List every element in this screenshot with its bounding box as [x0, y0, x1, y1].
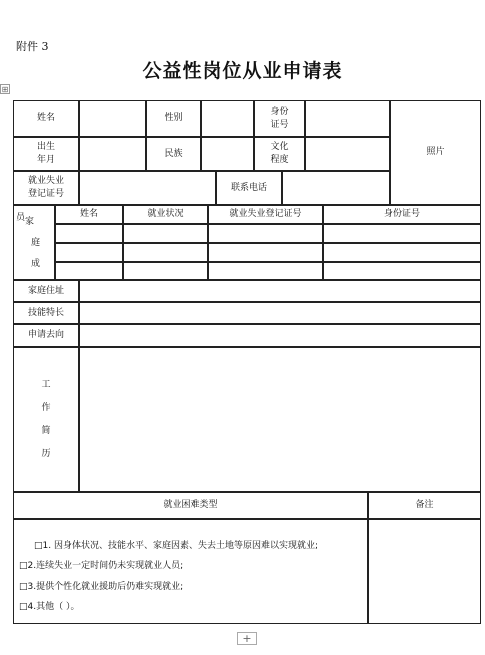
family-row-3-name[interactable] — [55, 262, 123, 280]
unemployment-reg-field[interactable] — [79, 171, 216, 205]
plus-icon[interactable]: + — [237, 632, 257, 645]
id-card-field[interactable] — [305, 100, 390, 137]
family-row-2-reg-number[interactable] — [208, 243, 323, 262]
family-header-name: 姓名 — [55, 205, 123, 224]
form-title: 公益性岗位从业申请表 — [142, 60, 343, 82]
ethnicity-label: 民族 — [146, 137, 201, 171]
address-label: 家庭住址 — [13, 280, 79, 302]
education-field[interactable] — [305, 137, 390, 171]
family-char-2: 庭 — [31, 238, 41, 248]
family-members-label — [13, 205, 55, 280]
work-char-1: 工 — [41, 379, 51, 390]
work-char-4: 历 — [41, 448, 51, 459]
family-char-4: 员 — [16, 213, 26, 223]
birth-label: 出生 年月 — [13, 137, 79, 171]
family-row-3-reg-number[interactable] — [208, 262, 323, 280]
move-icon[interactable]: ⊞ — [1, 85, 9, 94]
attachment-label: 附件 3 — [16, 40, 49, 53]
family-row-3-employment[interactable] — [123, 262, 208, 280]
gender-label: 性别 — [146, 100, 201, 137]
gender-field[interactable] — [201, 100, 254, 137]
phone-field[interactable] — [282, 171, 390, 205]
family-header-id-number: 身份证号 — [323, 205, 481, 224]
family-row-2-id-number[interactable] — [323, 243, 481, 262]
phone-label: 联系电话 — [216, 171, 282, 205]
name-field[interactable] — [79, 100, 146, 137]
family-char-3: 成 — [31, 259, 41, 269]
work-char-2: 作 — [41, 402, 51, 413]
id-card-label: 身份 证号 — [254, 100, 305, 137]
family-row-1-reg-number[interactable] — [208, 224, 323, 243]
work-history-field[interactable] — [79, 347, 481, 492]
remarks-field[interactable] — [368, 519, 481, 624]
apply-direction-label: 申请去向 — [13, 324, 79, 347]
skills-label: 技能特长 — [13, 302, 79, 324]
work-history-label — [13, 347, 79, 492]
difficulty-option-2[interactable]: □2.连续失业一定时间仍未实现就业人员; — [19, 561, 184, 571]
photo-box: 照片 — [390, 100, 481, 205]
unemployment-reg-label: 就业失业 登记证号 — [13, 171, 79, 205]
work-char-3: 简 — [41, 425, 51, 436]
difficulty-option-3[interactable]: □3.提供个性化就业援助后仍难实现就业; — [19, 582, 184, 592]
family-header-employment: 就业状况 — [123, 205, 208, 224]
apply-direction-field[interactable] — [79, 324, 481, 347]
ethnicity-field[interactable] — [201, 137, 254, 171]
family-row-1-employment[interactable] — [123, 224, 208, 243]
difficulty-type-header: 就业困难类型 — [13, 492, 368, 519]
family-row-2-employment[interactable] — [123, 243, 208, 262]
address-field[interactable] — [79, 280, 481, 302]
family-row-3-id-number[interactable] — [323, 262, 481, 280]
difficulty-option-1[interactable]: □1. 因身体状况、技能水平、家庭因素、失去土地等原因难以实现就业; — [34, 541, 318, 551]
family-row-2-name[interactable] — [55, 243, 123, 262]
name-label: 姓名 — [13, 100, 79, 137]
family-header-reg-number: 就业失业登记证号 — [208, 205, 323, 224]
family-row-1-name[interactable] — [55, 224, 123, 243]
remarks-header: 备注 — [368, 492, 481, 519]
birth-field[interactable] — [79, 137, 146, 171]
difficulty-option-4[interactable]: □4.其他（ ）。 — [19, 602, 80, 612]
family-char-1: 家 — [25, 217, 35, 227]
family-row-1-id-number[interactable] — [323, 224, 481, 243]
skills-field[interactable] — [79, 302, 481, 324]
education-label: 文化 程度 — [254, 137, 305, 171]
